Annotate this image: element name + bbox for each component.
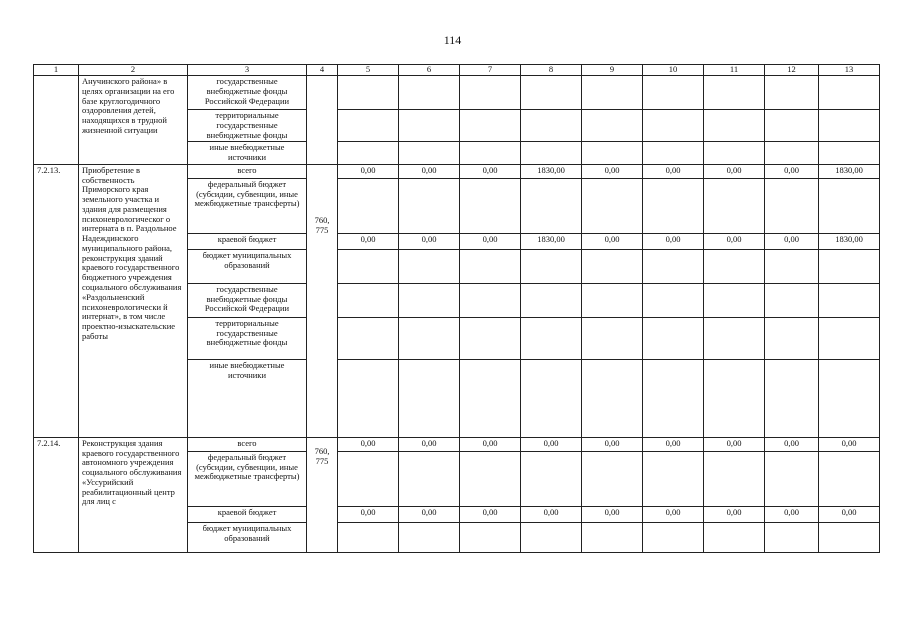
- funding-source-cell: всего: [188, 437, 307, 451]
- value-cell: 0,00: [704, 506, 765, 522]
- value-cell: [521, 142, 582, 165]
- value-cell: [582, 359, 643, 437]
- value-cell: [521, 451, 582, 506]
- table-row: [34, 76, 880, 110]
- value-cell: [765, 317, 819, 359]
- funding-source-cell: территориальные государственные внебюджетные фонды: [188, 110, 307, 142]
- value-cell: 0,00: [338, 506, 399, 522]
- value-cell: [765, 451, 819, 506]
- code-cell: [307, 164, 338, 437]
- value-cell: [582, 110, 643, 142]
- value-cell: [399, 178, 460, 233]
- value-cell: 0,00: [460, 506, 521, 522]
- value-cell: [338, 359, 399, 437]
- value-cell: [521, 76, 582, 110]
- value-cell: [460, 522, 521, 552]
- column-header: 3: [188, 65, 307, 76]
- value-cell: [582, 522, 643, 552]
- value-cell: 0,00: [704, 164, 765, 178]
- value-cell: [819, 76, 880, 110]
- value-cell: [399, 283, 460, 317]
- value-cell: [765, 283, 819, 317]
- item-number-cell: 7.2.14.: [34, 437, 79, 552]
- value-cell: [399, 110, 460, 142]
- value-cell: 0,00: [643, 437, 704, 451]
- value-cell: [704, 359, 765, 437]
- code-cell: [307, 76, 338, 165]
- value-cell: [521, 359, 582, 437]
- value-cell: [704, 522, 765, 552]
- value-cell: [819, 178, 880, 233]
- value-cell: 1830,00: [819, 164, 880, 178]
- value-cell: [460, 249, 521, 283]
- value-cell: 0,00: [460, 233, 521, 249]
- budget-code: 760, 775: [314, 214, 330, 235]
- value-cell: [399, 451, 460, 506]
- page-number: 114: [443, 33, 462, 47]
- value-cell: 0,00: [643, 233, 704, 249]
- value-cell: [643, 76, 704, 110]
- value-cell: [765, 359, 819, 437]
- value-cell: 1830,00: [521, 164, 582, 178]
- column-header: 12: [765, 65, 819, 76]
- value-cell: [643, 522, 704, 552]
- funding-source-cell: государственные внебюджетные фонды Российской Федерации: [188, 76, 307, 110]
- value-cell: [582, 76, 643, 110]
- column-header: 6: [399, 65, 460, 76]
- value-cell: [338, 451, 399, 506]
- header-row: [34, 65, 880, 76]
- value-cell: [819, 249, 880, 283]
- value-cell: [643, 283, 704, 317]
- value-cell: 0,00: [338, 164, 399, 178]
- column-header: 5: [338, 65, 399, 76]
- value-cell: [582, 317, 643, 359]
- budget-table: [33, 64, 880, 553]
- value-cell: [521, 249, 582, 283]
- value-cell: [460, 283, 521, 317]
- value-cell: [643, 110, 704, 142]
- value-cell: 0,00: [399, 164, 460, 178]
- value-cell: [338, 110, 399, 142]
- column-header: 7: [460, 65, 521, 76]
- value-cell: [582, 283, 643, 317]
- value-cell: [643, 359, 704, 437]
- value-cell: [643, 142, 704, 165]
- value-cell: [765, 76, 819, 110]
- value-cell: [765, 249, 819, 283]
- value-cell: [819, 142, 880, 165]
- funding-source-cell: федеральный бюджет (субсидии, субвенции, иные межбюджетные трансферты): [188, 451, 307, 506]
- value-cell: [704, 142, 765, 165]
- code-cell: [307, 437, 338, 552]
- value-cell: [460, 178, 521, 233]
- value-cell: [582, 142, 643, 165]
- value-cell: 0,00: [819, 437, 880, 451]
- value-cell: [399, 359, 460, 437]
- funding-source-cell: бюджет муниципальных образований: [188, 249, 307, 283]
- value-cell: [521, 178, 582, 233]
- value-cell: [582, 451, 643, 506]
- value-cell: [819, 110, 880, 142]
- column-header: 13: [819, 65, 880, 76]
- value-cell: [338, 178, 399, 233]
- value-cell: [819, 522, 880, 552]
- funding-source-cell: государственные внебюджетные фонды Российской Федерации: [188, 283, 307, 317]
- funding-source-cell: краевой бюджет: [188, 233, 307, 249]
- value-cell: [338, 142, 399, 165]
- value-cell: 0,00: [765, 506, 819, 522]
- value-cell: 0,00: [582, 506, 643, 522]
- funding-source-cell: иные внебюджетные источники: [188, 359, 307, 437]
- funding-source-cell: бюджет муниципальных образований: [188, 522, 307, 552]
- value-cell: [521, 283, 582, 317]
- item-name-cell: Реконструкция здания краевого государственного автономного учреждения социального обслуживания «Уссурийский реабилитационный центр для лиц с: [79, 437, 188, 552]
- column-header: 10: [643, 65, 704, 76]
- value-cell: [399, 76, 460, 110]
- value-cell: 1830,00: [819, 233, 880, 249]
- value-cell: [521, 522, 582, 552]
- value-cell: 0,00: [582, 437, 643, 451]
- budget-code: 760, 775: [314, 445, 330, 466]
- value-cell: 0,00: [399, 437, 460, 451]
- value-cell: 0,00: [521, 506, 582, 522]
- value-cell: [338, 249, 399, 283]
- column-header: 11: [704, 65, 765, 76]
- value-cell: [643, 451, 704, 506]
- value-cell: 0,00: [765, 164, 819, 178]
- column-header: 2: [79, 65, 188, 76]
- value-cell: [704, 76, 765, 110]
- value-cell: [399, 142, 460, 165]
- value-cell: [819, 359, 880, 437]
- funding-source-cell: всего: [188, 164, 307, 178]
- value-cell: 0,00: [460, 164, 521, 178]
- value-cell: [704, 178, 765, 233]
- table-row: [34, 164, 880, 178]
- value-cell: [704, 283, 765, 317]
- value-cell: [582, 249, 643, 283]
- funding-source-cell: территориальные государственные внебюджетные фонды: [188, 317, 307, 359]
- value-cell: 0,00: [582, 233, 643, 249]
- column-header: 9: [582, 65, 643, 76]
- value-cell: [704, 317, 765, 359]
- item-name-cell: Анучинского района» в целях организации на его базе круглогодичного оздоровления детей, находящихся в трудной жизненной ситуации: [79, 76, 188, 165]
- value-cell: [460, 110, 521, 142]
- value-cell: [460, 142, 521, 165]
- value-cell: 0,00: [582, 164, 643, 178]
- value-cell: 0,00: [521, 437, 582, 451]
- value-cell: 0,00: [819, 506, 880, 522]
- value-cell: [704, 451, 765, 506]
- value-cell: 0,00: [704, 233, 765, 249]
- value-cell: 0,00: [704, 437, 765, 451]
- value-cell: [338, 522, 399, 552]
- value-cell: [338, 283, 399, 317]
- value-cell: [399, 249, 460, 283]
- value-cell: [582, 178, 643, 233]
- value-cell: 1830,00: [521, 233, 582, 249]
- table-row: [34, 437, 880, 451]
- value-cell: 0,00: [338, 437, 399, 451]
- funding-source-cell: федеральный бюджет (субсидии, субвенции, иные межбюджетные трансферты): [188, 178, 307, 233]
- value-cell: 0,00: [765, 233, 819, 249]
- item-name-cell: Приобретение в собственность Приморского края земельного участка и здания для размещения психоневрологическог о интерната в п. Раздольное Надеждинского муниципального района, реконструкция зданий краевого государственного бюджетного учреждения социального обслуживания «Раздольненский психоневрологически й интернат», в том числе проектно-изыскательские работы: [79, 164, 188, 437]
- value-cell: [819, 283, 880, 317]
- value-cell: [643, 178, 704, 233]
- value-cell: [704, 249, 765, 283]
- value-cell: 0,00: [460, 437, 521, 451]
- value-cell: [460, 76, 521, 110]
- value-cell: [765, 178, 819, 233]
- value-cell: [338, 317, 399, 359]
- value-cell: [521, 110, 582, 142]
- column-header: 8: [521, 65, 582, 76]
- value-cell: [460, 451, 521, 506]
- value-cell: [765, 110, 819, 142]
- value-cell: [704, 110, 765, 142]
- column-header: 4: [307, 65, 338, 76]
- value-cell: [765, 142, 819, 165]
- value-cell: 0,00: [643, 164, 704, 178]
- value-cell: [643, 249, 704, 283]
- value-cell: [399, 522, 460, 552]
- value-cell: [765, 522, 819, 552]
- value-cell: 0,00: [643, 506, 704, 522]
- value-cell: [460, 317, 521, 359]
- value-cell: [521, 317, 582, 359]
- funding-source-cell: иные внебюджетные источники: [188, 142, 307, 165]
- value-cell: [460, 359, 521, 437]
- value-cell: [338, 76, 399, 110]
- value-cell: [399, 317, 460, 359]
- value-cell: 0,00: [338, 233, 399, 249]
- value-cell: [643, 317, 704, 359]
- value-cell: 0,00: [399, 506, 460, 522]
- value-cell: 0,00: [399, 233, 460, 249]
- value-cell: [819, 317, 880, 359]
- value-cell: 0,00: [765, 437, 819, 451]
- value-cell: [819, 451, 880, 506]
- column-header: 1: [34, 65, 79, 76]
- item-number-cell: 7.2.13.: [34, 164, 79, 437]
- item-number-cell: [34, 76, 79, 165]
- funding-source-cell: краевой бюджет: [188, 506, 307, 522]
